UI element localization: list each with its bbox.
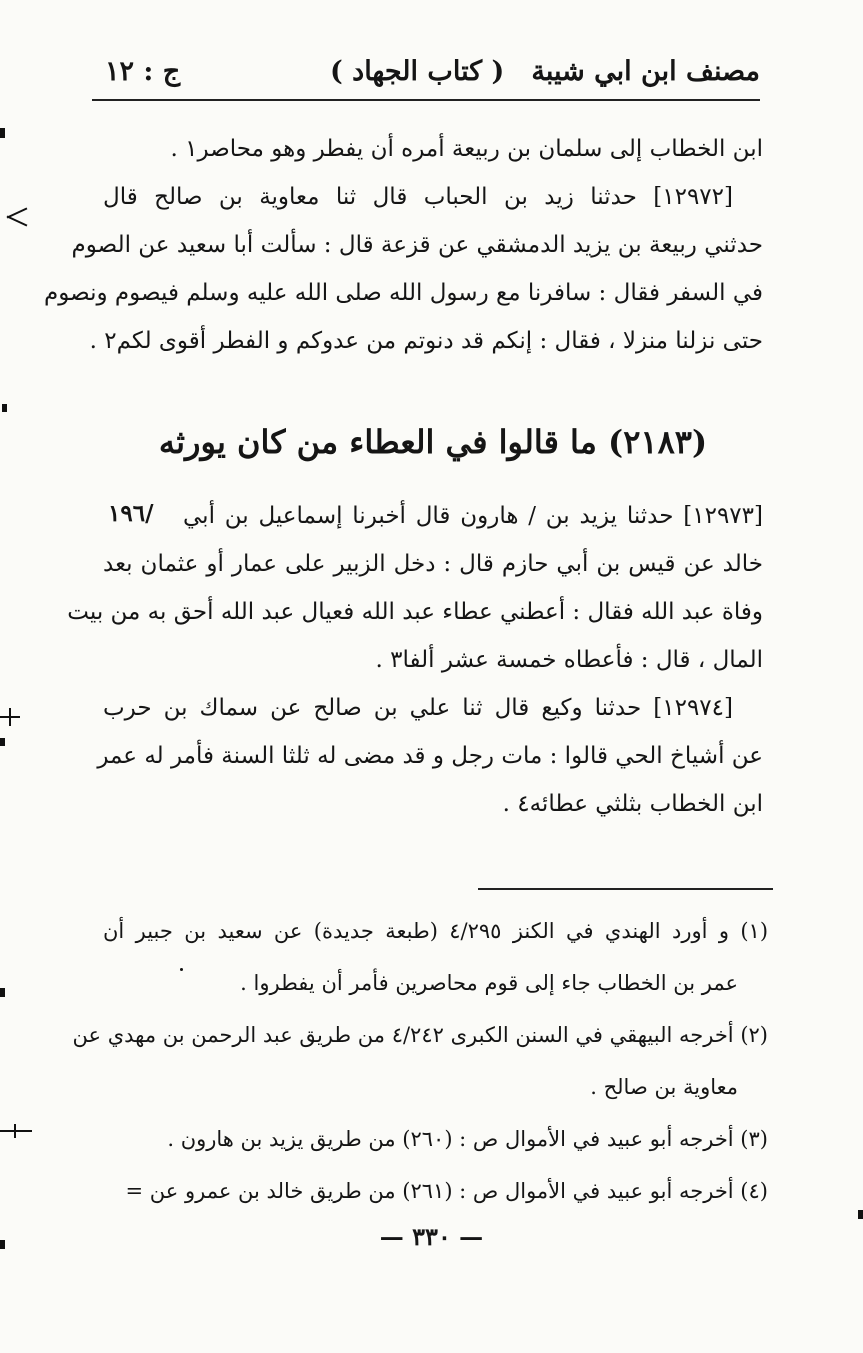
header-rule [92, 99, 760, 101]
page-number: — ٣٣٠ — [379, 1222, 484, 1251]
text-block-1 [44, 125, 763, 365]
scan-mark [7, 215, 28, 226]
footnote-line: (٤) أخرجه أبو عبيد في الأموال ص : (٢٦١) من طريق خالد بن عمرو عن = [125, 1179, 768, 1203]
text-line: [١٢٩٧٣] حدثنا يزيد بن / هارون قال أخبرنا إسماعيل بن أبي [183, 503, 763, 529]
footnote-rule [478, 888, 773, 890]
scan-speck [0, 738, 5, 746]
scan-speck [0, 128, 5, 138]
text-line: عن أشياخ الحي قالوا : مات رجل و قد مضى له ثلثا السنة فأمر له عمر [97, 743, 763, 769]
footnotes [72, 905, 769, 1217]
footnote-line: (٢) أخرجه البيهقي في السنن الكبرى ٤/٢٤٢ من طريق عبد الرحمن بن مهدي عن [72, 1023, 768, 1047]
margin-folio-note: ١٩٦/ [108, 500, 154, 527]
header-volume: ج : ١٢ [105, 56, 181, 87]
scan-mark [0, 1130, 32, 1132]
header-chapter-title: ( كتاب الجهاد ) [330, 56, 505, 87]
text-line: ابن الخطاب بثلثي عطائه٤ . [502, 791, 763, 817]
scan-speck [0, 1240, 5, 1249]
footnote-line: (١) و أورد الهندي في الكنز ٤/٢٩٥ (طبعة جديدة) عن سعيد بن جبير أن [103, 919, 769, 943]
text-line: وفاة عبد الله فقال : أعطني عطاء عبد الله فعيال عبد الله أحق به من بيت [67, 599, 763, 625]
scan-speck [2, 404, 7, 412]
scan-mark [14, 1124, 16, 1138]
scan-speck [858, 1210, 863, 1219]
footnote-line: معاوية بن صالح . [590, 1075, 738, 1099]
text-line: في السفر فقال : سافرنا مع رسول الله صلى الله عليه وسلم فيصوم ونصوم [44, 280, 763, 306]
text-block-2 [67, 492, 763, 828]
text-line: ابن الخطاب إلى سلمان بن ربيعة أمره أن يفطر وهو محاصر١ . [170, 136, 763, 162]
scan-speck [180, 968, 183, 971]
text-line: [١٢٩٧٤] حدثنا وكيع قال ثنا علي بن صالح عن سماك بن حرب [103, 695, 733, 721]
footnote-line: (٣) أخرجه أبو عبيد في الأموال ص : (٢٦٠) من طريق يزيد بن هارون . [167, 1127, 768, 1151]
text-line: [١٢٩٧٢] حدثنا زيد بن الحباب قال ثنا معاوية بن صالح قال [103, 184, 733, 210]
text-line: خالد عن قيس بن أبي حازم قال : دخل الزبير على عمار أو عثمان بعد [103, 551, 763, 577]
section-heading: (٢١٨٣) ما قالوا في العطاء من كان يورثه [158, 423, 708, 461]
text-line: المال ، قال : فأعطاه خمسة عشر ألفا٣ . [375, 647, 763, 673]
running-header [95, 52, 760, 98]
text-line: حتى نزلنا منزلا ، فقال : إنكم قد دنوتم من عدوكم و الفطر أقوى لكم٢ . [89, 328, 763, 354]
footnote-line: عمر بن الخطاب جاء إلى قوم محاصرين فأمر أن يفطروا . [240, 971, 738, 995]
text-line: حدثني ربيعة بن يزيد الدمشقي عن قزعة قال : سألت أبا سعيد عن الصوم [71, 232, 763, 258]
header-book-title: مصنف ابن ابي شيبة [531, 56, 760, 87]
scan-mark [9, 708, 11, 726]
scan-speck [0, 988, 5, 997]
